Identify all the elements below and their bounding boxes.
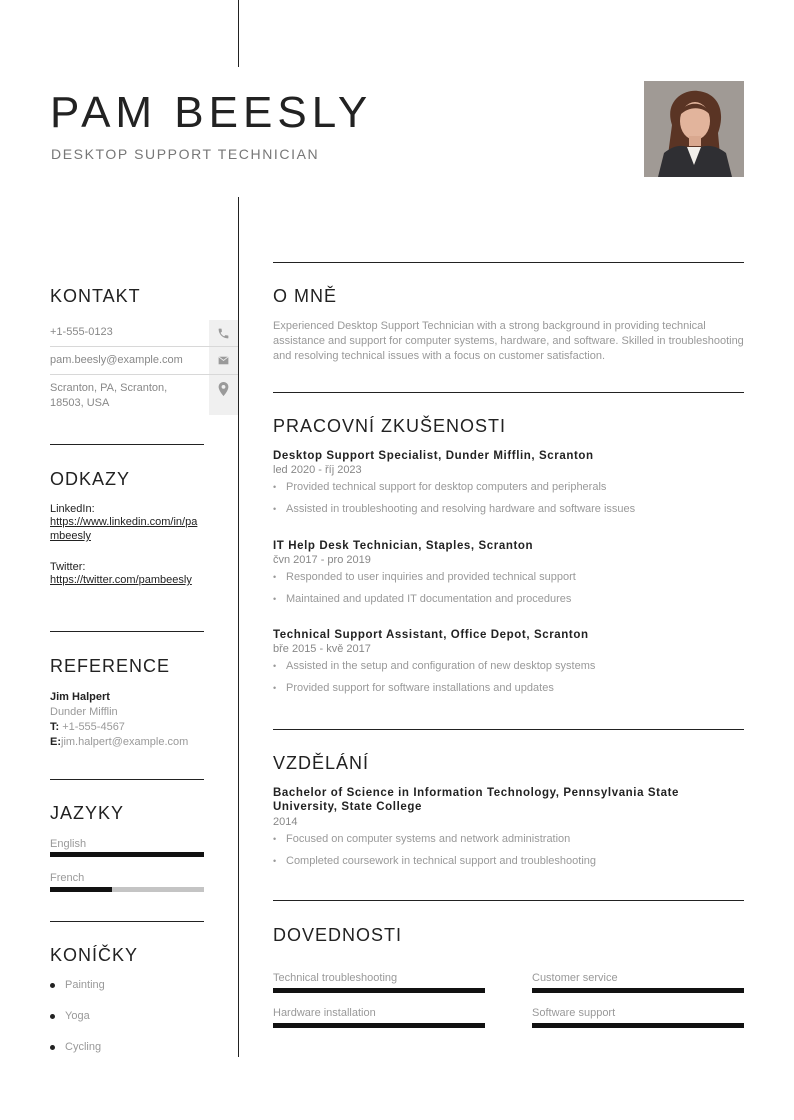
job-bullet: • Provided support for software installations and updates	[273, 677, 744, 699]
reference-email[interactable]: jim.halpert@example.com	[61, 736, 189, 748]
job-bullet: • Maintained and updated IT documentation and procedures	[273, 588, 744, 610]
job-dates: čvn 2017 - pro 2019	[273, 554, 371, 566]
contact-address: Scranton, PA, Scranton, 18503, USA	[50, 382, 168, 409]
location-pin-icon	[217, 381, 230, 397]
hobbies-heading: KONÍČKY	[50, 945, 139, 965]
phone-icon	[217, 327, 230, 340]
link-twitter	[50, 561, 204, 587]
job-bullet: • Responded to user inquiries and provided technical support	[273, 566, 744, 588]
link-label: LinkedIn:	[50, 503, 95, 515]
job-dates: bře 2015 - kvě 2017	[273, 643, 371, 655]
language-level-bar	[50, 852, 204, 857]
job-entry	[273, 450, 744, 520]
education-heading: VZDĚLÁNÍ	[273, 753, 370, 773]
job-bullet: • Provided technical support for desktop computers and peripherals	[273, 476, 744, 498]
contact-email[interactable]: pam.beesly@example.com	[50, 354, 183, 366]
profile-photo	[644, 81, 744, 177]
language-name: French	[50, 872, 85, 884]
contact-phone[interactable]: +1-555-0123	[50, 326, 113, 338]
bullet-dot	[50, 1014, 55, 1019]
contact-divider	[50, 374, 238, 375]
experience-heading: PRACOVNÍ ZKUŠENOSTI	[273, 416, 507, 436]
candidate-name: PAM BEESLY	[50, 88, 373, 137]
reference-company: Dunder Mifflin	[50, 706, 118, 718]
link-label: Twitter:	[50, 561, 86, 573]
portrait-image	[644, 81, 744, 177]
bullet-dot	[50, 1045, 55, 1050]
language-level-fill	[50, 887, 112, 892]
reference-email-row	[50, 735, 204, 750]
reference-phone-row	[50, 720, 204, 735]
education-year: 2014	[273, 816, 298, 828]
contact-heading: KONTAKT	[50, 286, 141, 306]
job-dates: led 2020 - říj 2023	[273, 464, 362, 476]
twitter-url[interactable]: https://twitter.com/pambeesly	[50, 574, 192, 586]
skill-label: Software support	[532, 1007, 616, 1019]
about-text: Experienced Desktop Support Technician with a strong background in providing technical assistance and support for computer systems, hardware, and software. Skilled in troubleshooting and resolving technical issues with a focus on customer satisfaction.	[273, 320, 744, 362]
reference-name: Jim Halpert	[50, 691, 110, 703]
links-heading: ODKAZY	[50, 469, 131, 489]
section-divider	[273, 262, 744, 263]
reference-block	[50, 690, 204, 750]
section-divider	[273, 900, 744, 901]
job-bullet: • Assisted in the setup and configuration of new desktop systems	[273, 655, 744, 677]
education-bullet: • Focused on computer systems and network administration	[273, 828, 744, 850]
reference-phone[interactable]: +1-555-4567	[62, 721, 125, 733]
hobby-label: Cycling	[65, 1041, 102, 1053]
skill-item	[532, 1007, 744, 1019]
hobby-label: Painting	[65, 979, 105, 991]
section-divider	[50, 921, 204, 922]
skill-level-bar	[532, 1023, 744, 1028]
skills-heading: DOVEDNOSTI	[273, 925, 403, 945]
job-title: Technical Support Assistant, Office Depot, Scranton	[273, 629, 589, 641]
reference-email-label: E:	[50, 736, 61, 748]
bullet-dot	[50, 983, 55, 988]
link-linkedin	[50, 503, 204, 543]
skill-level-bar	[273, 988, 485, 993]
skill-label: Hardware installation	[273, 1007, 376, 1019]
top-vertical-rule	[238, 0, 239, 67]
skill-level-bar	[273, 1023, 485, 1028]
candidate-title: DESKTOP SUPPORT TECHNICIAN	[51, 146, 320, 162]
language-level-fill	[50, 852, 204, 857]
section-divider	[273, 729, 744, 730]
education-entry	[273, 786, 744, 872]
section-divider	[273, 392, 744, 393]
skill-item	[273, 1007, 485, 1019]
job-entry	[273, 540, 744, 610]
language-name: English	[50, 838, 87, 850]
section-divider	[50, 779, 204, 780]
language-level-bar	[50, 887, 204, 892]
job-title: Desktop Support Specialist, Dunder Mifflin, Scranton	[273, 450, 594, 462]
about-heading: O MNĚ	[273, 286, 338, 306]
job-bullet: • Assisted in troubleshooting and resolving hardware and software issues	[273, 498, 744, 520]
education-bullet: • Completed coursework in technical support and troubleshooting	[273, 850, 744, 872]
linkedin-url[interactable]: https://www.linkedin.com/in/pambeesly	[50, 516, 198, 542]
skill-label: Technical troubleshooting	[273, 972, 398, 984]
contact-divider	[50, 346, 238, 347]
envelope-icon	[217, 354, 230, 367]
skill-label: Customer service	[532, 972, 618, 984]
section-divider	[50, 444, 204, 445]
hobby-label: Yoga	[65, 1010, 90, 1022]
skill-item	[532, 972, 744, 984]
skill-item	[273, 972, 485, 984]
skill-level-bar	[532, 988, 744, 993]
reference-heading: REFERENCE	[50, 656, 171, 676]
degree-title: Bachelor of Science in Information Technology, Pennsylvania State University, State College	[273, 787, 680, 813]
column-divider	[238, 197, 239, 1057]
job-entry	[273, 629, 744, 699]
job-title: IT Help Desk Technician, Staples, Scranton	[273, 540, 534, 552]
languages-heading: JAZYKY	[50, 803, 125, 823]
reference-phone-label: T:	[50, 721, 60, 733]
section-divider	[50, 631, 204, 632]
